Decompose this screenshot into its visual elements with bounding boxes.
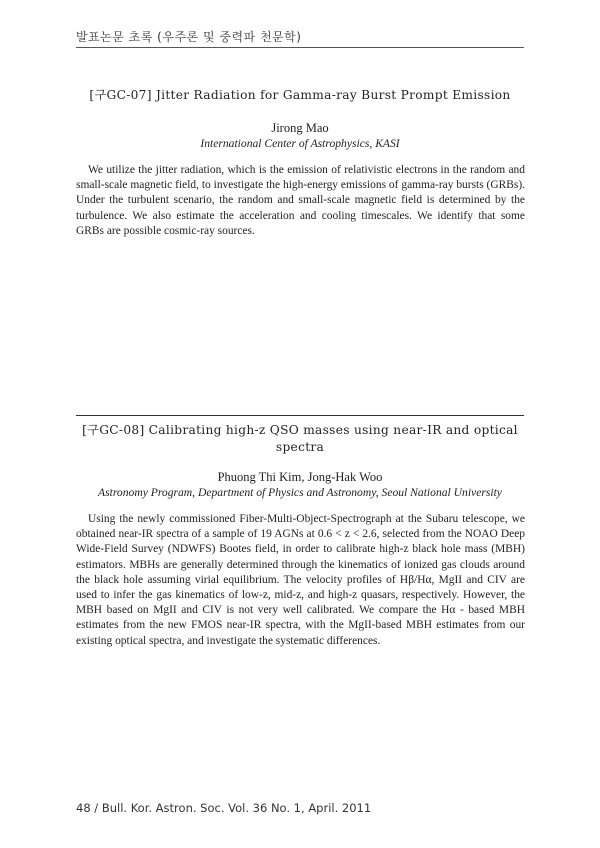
running-head: 발표논문 초록 (우주론 및 중력파 천문학) [76,30,302,44]
abstract-title: [구GC-07] Jitter Radiation for Gamma-ray Burst Prompt Emission [89,88,511,102]
abstract-title: [구GC-08] Calibrating high-z QSO masses using near-IR and optical spectra [82,423,518,454]
abstract-body: We utilize the jitter radiation, which is the emission of relativistic electrons in the random and small-scale magnetic field, to investigate the high-energy emissions of gamma-ray bursts (GRBs). Under the turbulent scenario, the random and small-scale magnetic field is determined by the turbulence. We also estimate the acceleration and cooling timescales. We identify that some GRBs are possible cosmic-ray sources. [76,164,525,237]
page-footer: 48 / Bull. Kor. Astron. Soc. Vol. 36 No. 1, April. 2011 [76,801,372,815]
abstract-affiliation: International Center of Astrophysics, KASI [200,137,400,150]
abstract-body: Using the newly commissioned Fiber-Multi-Object-Spectrograph at the Subaru telescope, we obtained near-IR spectra of a sample of 19 AGNs at 0.6 < z < 2.6, selected from the NOAO Deep Wide-Field Survey (NDWFS) Bootes field, in order to calibrate high-z black hole mass (MBH) estimators. MBHs are generally determined through the kinematics of ionized gas clouds around the black hole assuming virial equilibrium. The velocity profiles of Hβ/Hα, MgII and CIV are used to infer the gas kinematics of low-z, mid-z, and high-z quasars, respectively. However, the MBH based on MgII and CIV is not very well calibrated. We compare the Hα - based MBH estimates from the new FMOS near-IR spectra, with the MgII-based MBH estimates from our existing optical spectra, and investigate the systematic differences. [76,513,525,647]
abstract-authors: Jirong Mao [271,121,329,135]
section-divider [76,415,524,416]
header-rule [76,47,524,48]
abstract-affiliation: Astronomy Program, Department of Physics and Astronomy, Seoul National University [98,486,502,499]
abstract-authors: Phuong Thi Kim, Jong-Hak Woo [217,470,383,484]
